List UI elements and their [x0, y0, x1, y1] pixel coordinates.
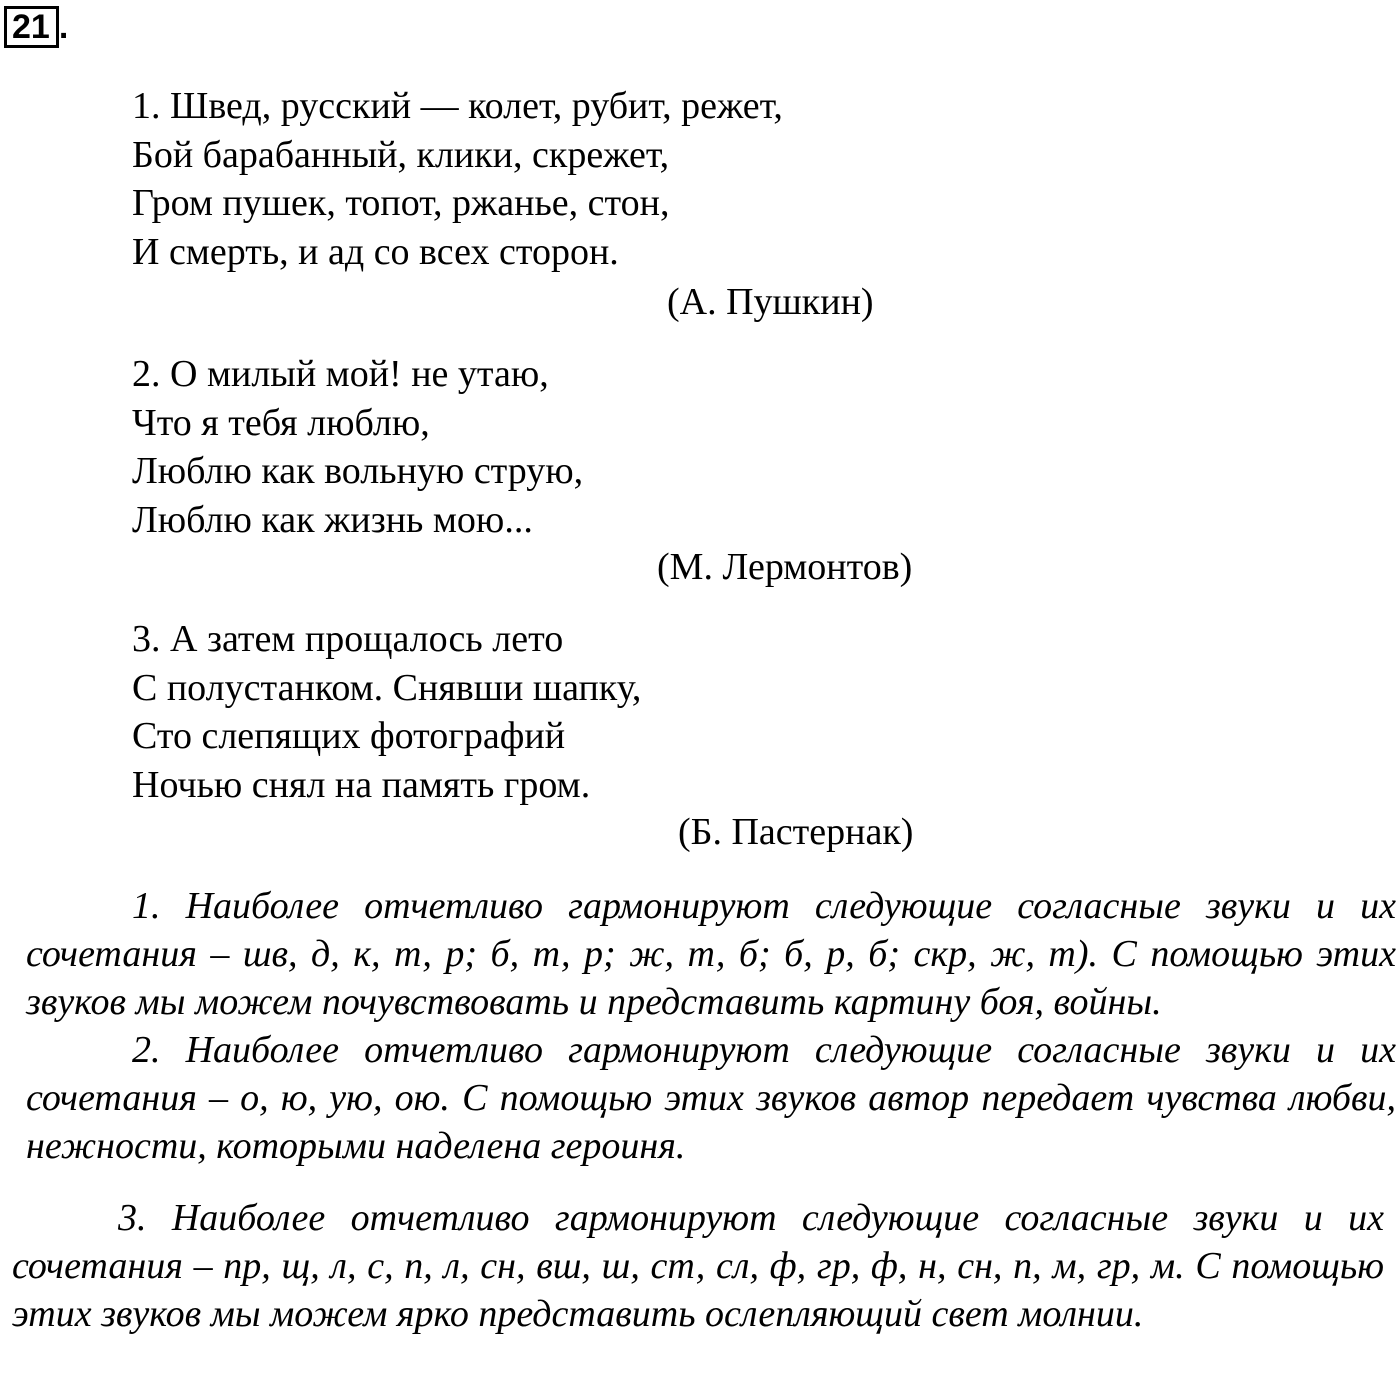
poem-3-author: (Б. Пастернак): [678, 811, 914, 853]
poem-line: 3. А затем прощалось лето: [132, 618, 564, 660]
poem-3: [132, 615, 641, 809]
poem-line: Ночью снял на память гром.: [132, 763, 591, 806]
poem-line: С полустанком. Снявши шапку,: [132, 666, 642, 709]
answer-1: [26, 882, 1396, 1026]
exercise-number-dot: .: [58, 8, 69, 46]
poem-line: Люблю как жизнь мою...: [132, 498, 533, 541]
poem-line: Бой барабанный, клики, скрежет,: [132, 133, 670, 176]
answer-3: [12, 1194, 1384, 1338]
poem-line: Что я тебя люблю,: [132, 401, 430, 444]
poem-line: Гром пушек, топот, ржанье, стон,: [132, 182, 670, 224]
poem-2-author: (М. Лермонтов): [657, 546, 913, 588]
exercise-number-box: 21: [4, 6, 59, 48]
poem-1: [132, 82, 783, 276]
answer-text: 3. Наиболее отчетливо гармонируют следующие согласные звуки и их сочетания – пр, щ, л, с, п, л, сн, вш, ш, ст, сл, ф, гр, ф, н, сн, п, м, гр, м. С помощью этих звуков мы можем ярко представить ослепляющий свет молнии.: [12, 1197, 1384, 1335]
poem-2: [132, 350, 583, 544]
answer-text: 1. Наиболее отчетливо гармонируют следующие согласные звуки и их сочетания – шв, д, к, т, р; б, т, р; ж, т, б; б, р, б; скр, ж, т). С помощью этих звуков мы можем почувствовать и представить картину боя, войны.: [26, 885, 1396, 1023]
poem-line: Сто слепящих фотографий: [132, 715, 566, 757]
poem-line: 1. Швед, русский — колет, рубит, режет,: [132, 85, 783, 127]
answer-2: [26, 1026, 1396, 1170]
poem-line: Люблю как вольную струю,: [132, 450, 584, 492]
poem-line: И смерть, и ад со всех сторон.: [132, 230, 619, 273]
poem-line: 2. О милый мой! не утаю,: [132, 353, 549, 395]
poem-1-author: (А. Пушкин): [667, 281, 874, 323]
answer-text: 2. Наиболее отчетливо гармонируют следующие согласные звуки и их сочетания – о, ю, ую, ою. С помощью этих звуков автор передает чувства любви, нежности, которыми наделена героиня.: [26, 1029, 1396, 1167]
exercise-number: [4, 6, 68, 48]
